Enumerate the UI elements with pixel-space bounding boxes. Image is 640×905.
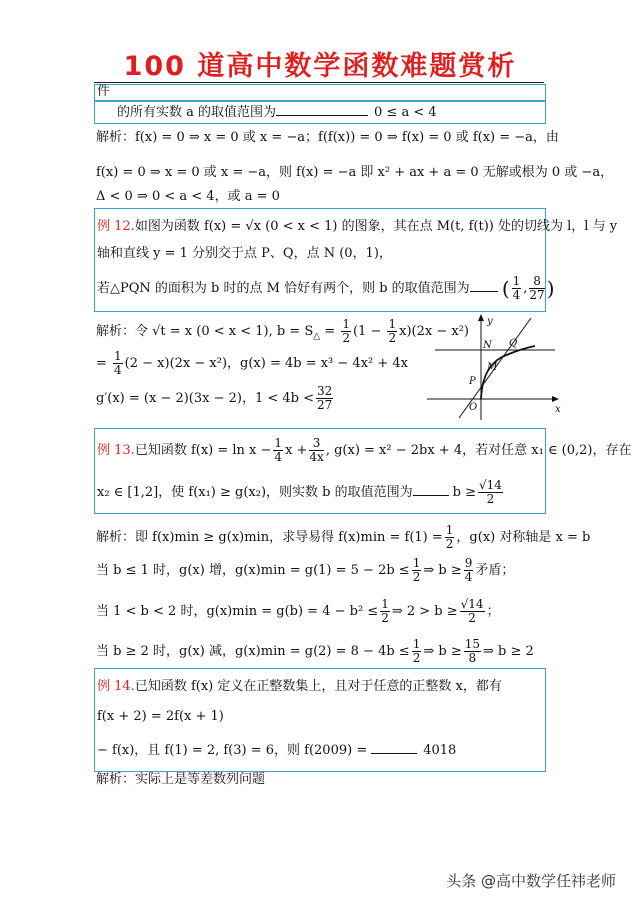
solution-line: 当 1 < b < 2 时，g(x)min = g(b) = 4 − b² ≤ $\frac{1}{2}$ ⇒ 2 > b ≥ $\frac{√14}{2}$ ； — [96, 597, 500, 625]
example-line — [97, 275, 555, 302]
fraction: $\frac{1}{4}$ — [274, 436, 283, 464]
solution-line: 解析：即 f(x)min ≥ g(x)min，求导易得 f(x)min = f(1) = $\frac{1}{2}$ ，g(x) 对称轴是 x = b — [96, 523, 591, 551]
example-14-box — [94, 668, 546, 772]
fraction: $\frac{1}{4}$ — [512, 274, 521, 302]
problem-box-continued-2 — [94, 100, 546, 124]
fraction: $\frac{1}{2}$ — [342, 317, 350, 345]
fraction: $\frac{9}{4}$ — [464, 556, 473, 584]
point-o-label: O — [469, 402, 478, 413]
solution-line: g′(x) = (x − 2)(3x − 2)，1 < 4b < $\frac{32}{27}$ — [96, 384, 333, 412]
fraction: $\frac{1}{2}$ — [412, 556, 421, 584]
example-label: 例 14. — [97, 679, 135, 694]
solution-line: Δ < 0 ⇒ 0 < a < 4，或 a = 0 — [96, 189, 280, 204]
example-line — [97, 217, 617, 237]
answer-blank — [413, 482, 449, 496]
solution-line: 当 b ≤ 1 时，g(x) 增，g(x)min = g(1) = 5 − 2b ≤ $\frac{1}{2}$ ⇒ b ≥ $\frac{9}{4}$ 矛盾； — [96, 556, 515, 584]
fraction: $\frac{1}{2}$ — [445, 523, 454, 551]
solution-line: f(x) = 0 ⇒ x = 0 或 x = −a，则 f(x) = −a 即 x² + ax + a = 0 无解或根为 0 或 −a， — [96, 165, 614, 180]
watermark-footer: 头条 @高中数学任祎老师 — [446, 872, 616, 890]
fraction: $\frac{1}{2}$ — [412, 637, 421, 665]
range-question: 的所有实数 a 的取值范围为 — [117, 105, 277, 120]
solution-line: 解析：f(x) = 0 ⇒ x = 0 或 x = −a；f(f(x)) = 0 ⇒ f(x) = 0 或 f(x) = −a，由 — [96, 130, 559, 145]
point-m-label: M — [487, 362, 498, 373]
fraction: $\frac{8}{27}$ — [529, 274, 545, 302]
fraction: $\frac{1}{4}$ — [114, 349, 122, 377]
example-label: 例 12. — [97, 219, 135, 234]
title-rule — [94, 82, 544, 83]
x-axis-label: x — [555, 404, 561, 415]
box-line-2 — [117, 102, 437, 123]
fraction: $\frac{√14}{2}$ — [460, 597, 484, 625]
example-line: − f(x)，且 f(1) = 2, f(3) = 6，则 f(2009) = 4018 — [97, 740, 456, 761]
example-line: 例 14.已知函数 f(x) 定义在正整数集上，且对于任意的正整数 x，都有 — [97, 679, 502, 694]
y-axis-label: y — [487, 316, 493, 327]
point-q-label: Q — [509, 338, 518, 349]
example-line: 轴和直线 y = 1 分别交于点 P、Q，点 N (0，1)， — [97, 246, 392, 261]
example-text: 如图为函数 f(x) = √x (0 < x < 1) 的图象，其在点 M(t, f(t)) 处的切线为 l，l 与 y — [134, 219, 618, 234]
solution-line: 解析：实际上是等差数列问题 — [96, 772, 266, 787]
solution-line: 解析：令 √t = x (0 < x < 1), $b = S_\triangle$ = $\frac{1}{2}$ (1 − $\frac{1}{2}$ x)(2x − x²) — [96, 317, 469, 345]
example-line: 例 13.已知函数 f(x) = ln x − $\frac{1}{4}$ x + $\frac{3}{4x}$ , g(x) = x² − 2bx + 4，若对任意 x₁ ∈ (0,2)，存在 — [97, 436, 632, 464]
example-label: 例 13. — [97, 443, 135, 458]
y-axis-arrow — [478, 314, 484, 321]
example-12-box — [94, 208, 618, 312]
example-13-box — [94, 428, 632, 514]
answer-paren: ) — [546, 276, 555, 301]
fraction: $\frac{3}{4x}$ — [309, 436, 324, 464]
answer-paren: ( — [501, 276, 510, 301]
point-p-label: P — [469, 376, 476, 387]
example-line: f(x + 2) = 2f(x + 1) — [97, 709, 224, 724]
example-line: x₂ ∈ [1,2]，使 f(x₁) ≥ g(x₂)，则实数 b 的取值范围为 b ≥ $\frac{√14}{2}$ — [97, 478, 502, 506]
fraction: $\frac{1}{2}$ — [381, 597, 389, 625]
fraction: $\frac{√14}{2}$ — [479, 478, 502, 506]
tangent-graph — [425, 312, 565, 424]
solution-line: = $\frac{1}{4}$ (2 − x)(2x − x²)，g(x) = 4b = x³ − 4x² + 4x — [96, 349, 408, 377]
fraction: $\frac{15}{8}$ — [464, 637, 480, 665]
answer-text: 0 ≤ a < 4 — [374, 105, 437, 120]
answer-blank — [276, 102, 368, 116]
box-line-1: 件 — [97, 84, 111, 99]
fraction: $\frac{1}{2}$ — [388, 317, 397, 345]
x-axis-arrow — [552, 396, 559, 402]
answer-blank — [470, 278, 498, 292]
answer-blank — [371, 740, 417, 754]
example-text: 若△PQN 的面积为 b 时的点 M 恰好有两个，则 b 的取值范围为 — [97, 281, 470, 296]
fraction: $\frac{32}{27}$ — [317, 384, 333, 412]
answer-comma: , — [523, 281, 528, 296]
page-title: 100 道高中数学函数难题赏析 — [123, 51, 517, 82]
point-n-label: N — [483, 340, 492, 351]
solution-line: 当 b ≥ 2 时，g(x) 减，g(x)min = g(2) = 8 − 4b ≤ $\frac{1}{2}$ ⇒ b ≥ $\frac{15}{8}$ ⇒ b ≥ 2 — [96, 637, 534, 665]
